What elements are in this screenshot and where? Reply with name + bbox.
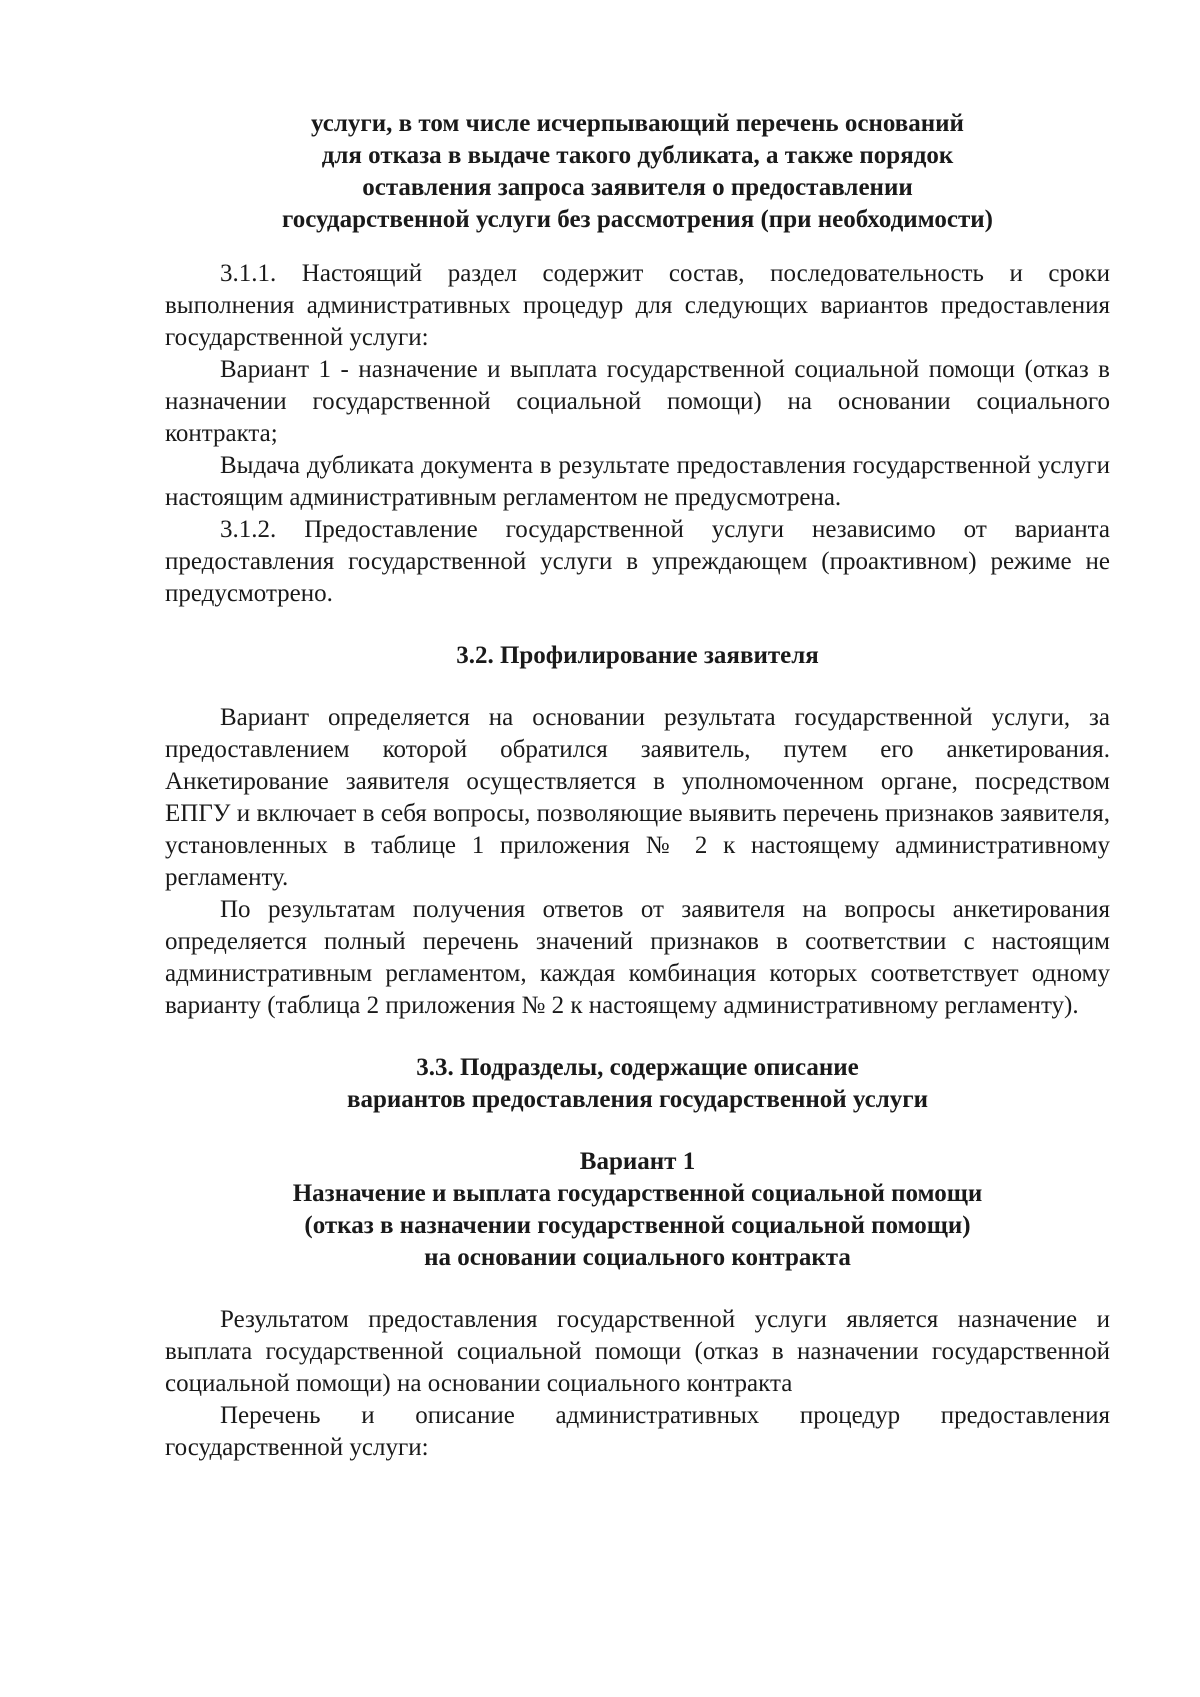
spacer: [165, 672, 1110, 702]
intro-heading-line: услуги, в том числе исчерпывающий перечень оснований: [311, 110, 964, 137]
section-3-3-heading-line: 3.3. Подразделы, содержащие описание: [416, 1054, 859, 1081]
section-3-2: [165, 640, 1110, 1022]
variant-1-heading-line: на основании социального контракта: [424, 1244, 851, 1271]
paragraph-3-1-1: 3.1.1. Настоящий раздел содержит состав, последовательность и сроки выполнения административных процедур для следующих вариантов предоставления государственной услуги:: [165, 260, 1110, 351]
variant-1: [165, 1146, 1110, 1464]
paragraph-survey-results: По результатам получения ответов от заявителя на вопросы анкетирования определяется полный перечень значений признаков в соответствии с настоящим административным регламентом, каждая комбинация которых соответствует одному варианту (таблица 2 приложения № 2 к настоящему административному регламенту).: [165, 896, 1110, 1019]
spacer: [165, 1116, 1110, 1146]
spacer: [165, 610, 1110, 640]
intro-heading-line: оставления запроса заявителя о предоставлении: [362, 174, 913, 201]
spacer: [165, 1274, 1110, 1304]
paragraph-duplicate: Выдача дубликата документа в результате предоставления государственной услуги настоящим административным регламентом не предусмотрена.: [165, 452, 1110, 511]
variant-1-heading-line: (отказ в назначении государственной социальной помощи): [304, 1212, 971, 1239]
intro-heading: [165, 108, 1110, 236]
document-body: [165, 108, 1110, 1464]
paragraph-3-1-2: 3.1.2. Предоставление государственной услуги независимо от варианта предоставления государственной услуги в упреждающем (проактивном) режиме не предусмотрено.: [165, 516, 1110, 607]
intro-heading-line: для отказа в выдаче такого дубликата, а также порядок: [321, 142, 954, 169]
section-3-2-heading: 3.2. Профилирование заявителя: [456, 642, 819, 669]
paragraph-variant-result: Результатом предоставления государственной услуги является назначение и выплата государственной социальной помощи (отказ в назначении государственной социальной помощи) на основании социального контракта: [165, 1306, 1110, 1397]
intro-heading-line: государственной услуги без рассмотрения (при необходимости): [282, 206, 993, 233]
paragraph-variant-list: Вариант 1 - назначение и выплата государственной социальной помощи (отказ в назначении государственной социальной помощи) на основании социального контракта;: [165, 356, 1110, 447]
variant-1-title: Вариант 1: [579, 1148, 696, 1175]
section-3-3: [165, 1052, 1110, 1116]
paragraph-profiling: Вариант определяется на основании результата государственной услуги, за предоставлением которой обратился заявитель, путем его анкетирования. Анкетирование заявителя осуществляется в уполномоченном органе, посредством ЕПГУ и включает в себя вопросы, позволяющие выявить перечень признаков заявителя, установленных в таблице 1 приложения № 2 к настоящему административному регламенту.: [165, 704, 1110, 891]
paragraph-procedure-list: Перечень и описание административных процедур предоставления государственной услуги:: [165, 1402, 1110, 1461]
section-3-1: [165, 258, 1110, 610]
variant-1-heading-line: Назначение и выплата государственной социальной помощи: [292, 1180, 983, 1207]
spacer: [165, 1022, 1110, 1052]
spacer: [165, 236, 1110, 258]
section-3-3-heading-line: вариантов предоставления государственной услуги: [346, 1086, 929, 1113]
